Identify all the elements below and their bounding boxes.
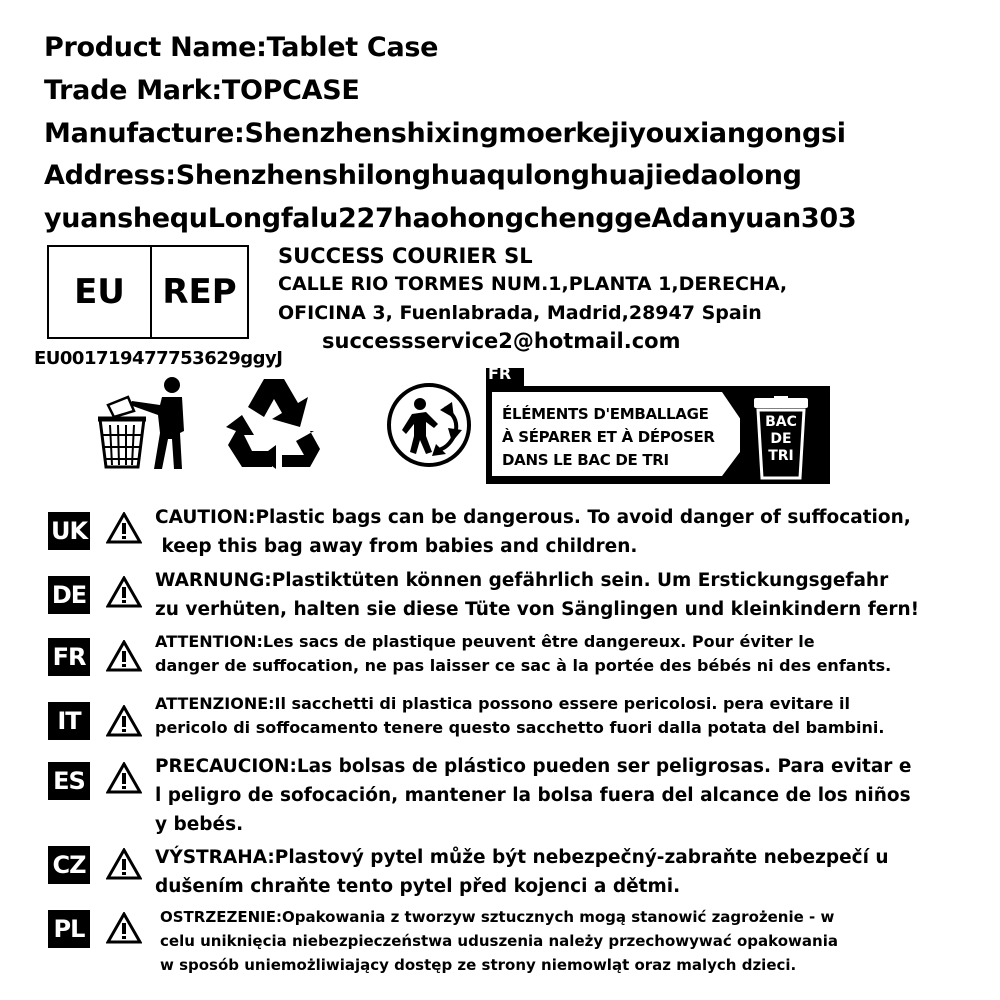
- flag-cz: CZ: [48, 846, 90, 884]
- flag-uk: UK: [48, 512, 90, 550]
- warning-triangle-icon: [106, 576, 142, 608]
- warning-text-de: [155, 566, 919, 624]
- bin-label-2: DE: [770, 431, 792, 447]
- flag-fr: FR: [48, 638, 90, 676]
- warning-triangle-icon: [106, 848, 142, 880]
- bin-label: [762, 414, 800, 465]
- warning-cz-line1: VÝSTRAHA:Plastový pytel může být nebezpečný-zabraňte nebezpečí u: [155, 847, 889, 868]
- warning-fr-line1: ATTENTION:Les sacs de plastique peuvent être dangereux. Pour éviter le: [155, 632, 815, 651]
- warning-pl-line3: w sposób uniemożliwiający dostęp ze strony niemowląt oraz malych dzieci.: [160, 956, 797, 974]
- warning-pl-line1: OSTRZEZENIE:Opakowania z tworzyw sztucznych mogą stanowić zagrożenie - w: [160, 908, 835, 926]
- warning-es-line1: PRECAUCION:Las bolsas de plástico pueden ser peligrosas. Para evitar e: [155, 756, 912, 777]
- warning-text-pl: [160, 905, 838, 977]
- warning-it-line2: pericolo di soffocamento tenere questo sacchetto fuori dalla potata del bambini.: [155, 718, 885, 737]
- bin-label-1: BAC: [765, 414, 797, 430]
- product-name: Product Name:Tablet Case: [44, 32, 439, 63]
- flag-pl: PL: [48, 910, 90, 948]
- warning-es-line2: l peligro de sofocación, mantener la bolsa fuera del alcance de los niños: [155, 785, 911, 806]
- eu-rep-street: CALLE RIO TORMES NUM.1,PLANTA 1,DERECHA,: [278, 273, 788, 295]
- warning-triangle-icon: [106, 512, 142, 544]
- eu-rep-code: EU001719477753629ggyJ: [34, 348, 283, 369]
- warning-triangle-icon: [106, 762, 142, 794]
- flag-es: ES: [48, 762, 90, 800]
- eu-rep-company: SUCCESS COURIER SL: [278, 244, 533, 268]
- warning-triangle-icon: [106, 640, 142, 672]
- triman-text-1: ÉLÉMENTS D'EMBALLAGE: [502, 405, 709, 423]
- bin-label-3: TRI: [768, 448, 794, 464]
- manufacturer: Manufacture:Shenzhenshixingmoerkejiyouxiangongsi: [44, 118, 846, 149]
- warning-es-line3: y bebés.: [155, 814, 244, 835]
- triman-text-2: À SÉPARER ET À DÉPOSER: [502, 428, 715, 446]
- triman-country: FR: [488, 364, 512, 383]
- warning-fr-line2: danger de suffocation, ne pas laisser ce sac à la portée des bébés ni des enfants.: [155, 656, 892, 675]
- address-line-2: yuanshequLongfalu227haohongchenggeAdanyuan303: [44, 203, 857, 234]
- triman-text-3: DANS LE BAC DE TRI: [502, 451, 669, 469]
- warning-de-line2: zu verhüten, halten sie diese Tüte von Sänglingen und kleinkindern fern!: [155, 599, 920, 620]
- recycle-icon: [224, 375, 324, 471]
- eu-label: EU: [49, 247, 152, 337]
- eu-rep-email: successservice2@hotmail.com: [322, 329, 681, 353]
- warning-pl-line2: celu uniknięcia niebezpieczeństwa uduszenia należy przechowywać opakowania: [160, 932, 838, 950]
- flag-de: DE: [48, 576, 90, 614]
- warning-cz-line2: dušením chraňte tento pytel před kojenci a dětmi.: [155, 876, 681, 897]
- triman-icon: [386, 382, 472, 468]
- rep-label: REP: [162, 272, 237, 312]
- address-line-1: Address:Shenzhenshilonghuaqulonghuajiedaolong: [44, 160, 802, 191]
- warning-uk-line2: keep this bag away from babies and children.: [155, 536, 638, 557]
- trade-mark: Trade Mark:TOPCASE: [44, 75, 360, 106]
- flag-it: IT: [48, 702, 90, 740]
- warning-text-cz: [155, 843, 889, 901]
- warning-text-uk: [155, 503, 911, 561]
- warning-triangle-icon: [106, 912, 142, 944]
- warning-uk-line1: CAUTION:Plastic bags can be dangerous. To avoid danger of suffocation,: [155, 507, 911, 528]
- tidyman-icon: [96, 375, 188, 471]
- warning-it-line1: ATTENZIONE:Il sacchetti di plastica possono essere pericolosi. pera evitare il: [155, 694, 851, 713]
- eu-rep-city: OFICINA 3, Fuenlabrada, Madrid,28947 Spain: [278, 302, 762, 324]
- eu-rep-box: [47, 245, 249, 339]
- warning-text-fr: [155, 630, 891, 678]
- warning-triangle-icon: [106, 705, 142, 737]
- warning-text-it: [155, 692, 884, 740]
- warning-text-es: [155, 752, 911, 839]
- warning-de-line1: WARNUNG:Plastiktüten können gefährlich sein. Um Erstickungsgefahr: [155, 570, 889, 591]
